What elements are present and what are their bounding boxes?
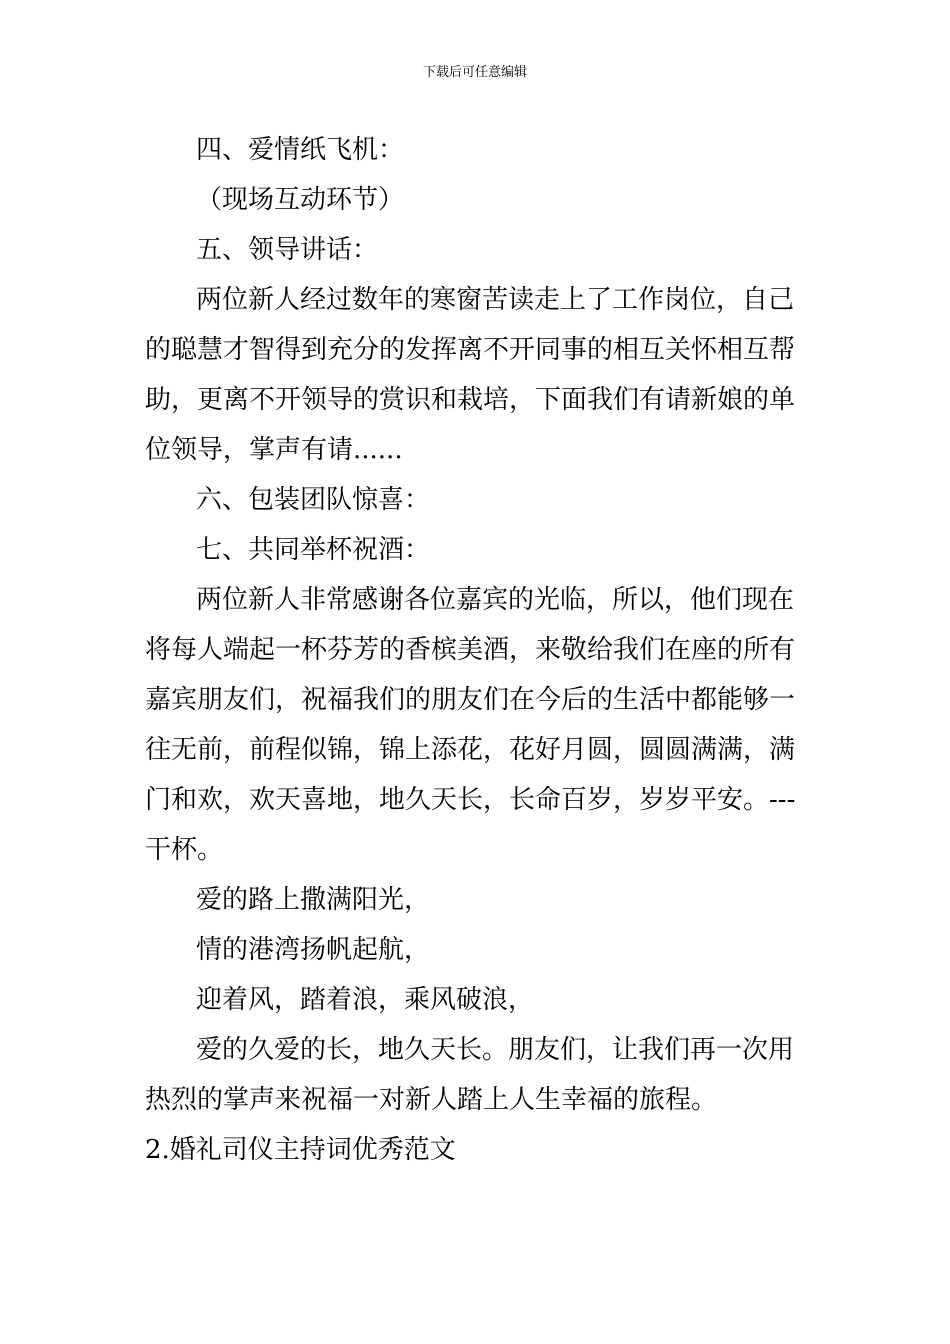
page-header: 下载后可任意编辑 xyxy=(422,65,527,80)
paragraph-line: 助，更离不开领导的赏识和栽培，下面我们有请新娘的单 xyxy=(145,385,796,415)
poem-line: 情的港湾扬帆起航， xyxy=(196,935,431,965)
paragraph-line: 的聪慧才智得到充分的发挥离不开同事的相互关怀相互帮 xyxy=(145,335,796,365)
paragraph-line: 位领导，掌声有请...... xyxy=(145,435,403,465)
section-heading-5: 五、领导讲话： xyxy=(196,235,379,265)
paragraph-line: 往无前，前程似锦，锦上添花，花好月圆，圆圆满满，满 xyxy=(145,735,796,765)
section-heading-7: 七、共同举杯祝酒： xyxy=(196,535,431,565)
paragraph-line: 门和欢，欢天喜地，地久天长，长命百岁，岁岁平安。--- xyxy=(145,785,796,815)
section-heading-6: 六、包装团队惊喜： xyxy=(196,485,431,515)
paragraph-line: 两位新人经过数年的寒窗苦读走上了工作岗位，自己 xyxy=(196,285,795,315)
paragraph-line: 热烈的掌声来祝福一对新人踏上人生幸福的旅程。 xyxy=(145,1085,718,1115)
paragraph-line: 两位新人非常感谢各位嘉宾的光临，所以，他们现在 xyxy=(196,585,795,615)
paragraph-line: 将每人端起一杯芬芳的香槟美酒，来敬给我们在座的所有 xyxy=(145,635,796,665)
paragraph-line: 干杯。 xyxy=(145,835,224,865)
paragraph-line: 嘉宾朋友们，祝福我们的朋友们在今后的生活中都能够一 xyxy=(145,685,796,715)
poem-line: 爱的路上撒满阳光， xyxy=(196,885,431,915)
section-note: （现场互动环节） xyxy=(196,185,405,215)
section-heading-4: 四、爱情纸飞机： xyxy=(196,135,405,165)
next-article-heading: 2.婚礼司仪主持词优秀范文 xyxy=(145,1135,456,1165)
poem-line: 迎着风，踏着浪，乘风破浪， xyxy=(196,985,535,1015)
paragraph-line: 爱的久爱的长，地久天长。朋友们，让我们再一次用 xyxy=(196,1035,795,1065)
